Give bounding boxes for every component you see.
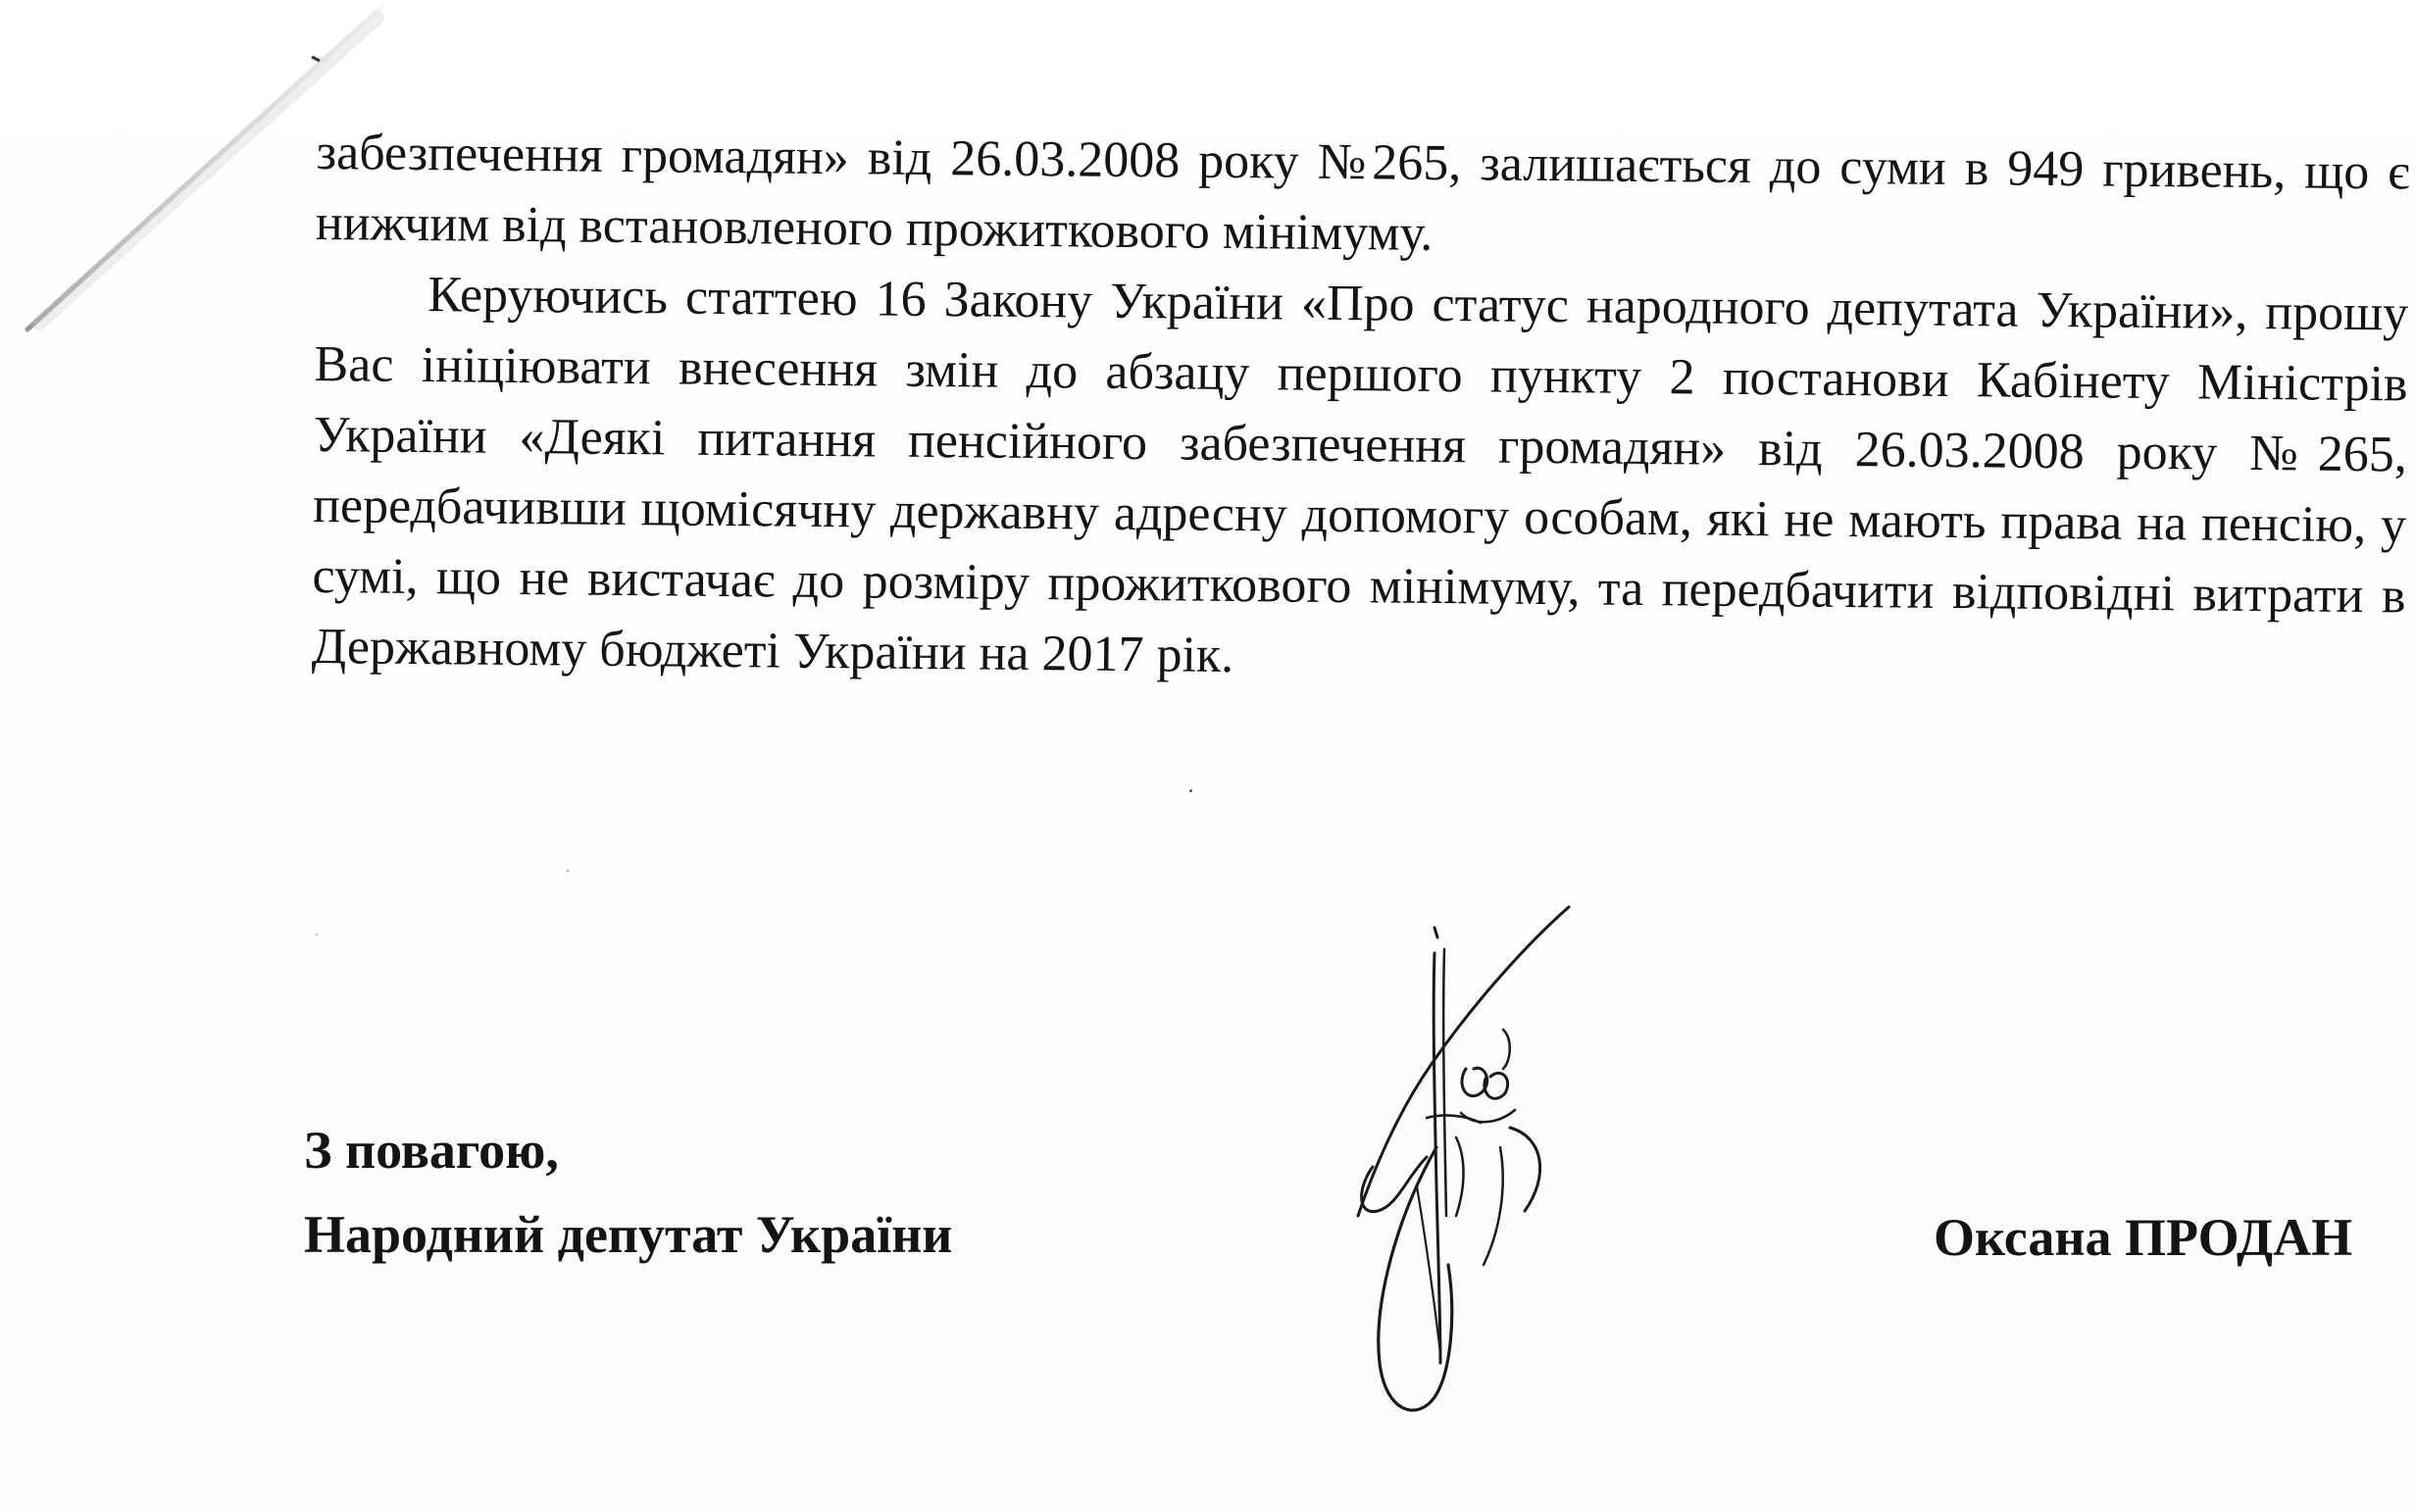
letter-body <box>311 118 2409 702</box>
signer-name: Оксана ПРОДАН <box>1934 1208 2353 1267</box>
handwritten-signature <box>1319 892 1593 1481</box>
closing-block <box>304 1108 952 1277</box>
scan-speck <box>1189 789 1192 792</box>
body-paragraph-request: Керуючись статтею 16 Закону України «Про статус народного депутата України», прошу Вас ініціювати внесення змін до абзацу першого пункту 2 постанови Кабінету Міністрів України «Деякі питання пенсійного забезпечення громадян» від 26.03.2008 року №265, передбачивши щомісячну державну адресну допомогу особам, які не мають права на пенсію, у сумі, що не вистачає до розміру прожиткового мінімуму, та передбачити відповідні витрати в Державному бюджеті України на 2017 рік. <box>311 267 2409 684</box>
closing-salutation: З повагою, <box>304 1121 559 1180</box>
body-paragraph-continued: забезпечення громадян» від 26.03.2008 року №265, залишається до суми в 949 гривень, що є нижчим від встановленого прожиткового мінімуму. <box>315 124 2410 262</box>
scan-speck <box>567 870 569 872</box>
closing-position: Народний депутат України <box>304 1205 953 1264</box>
scan-speck <box>316 933 318 935</box>
